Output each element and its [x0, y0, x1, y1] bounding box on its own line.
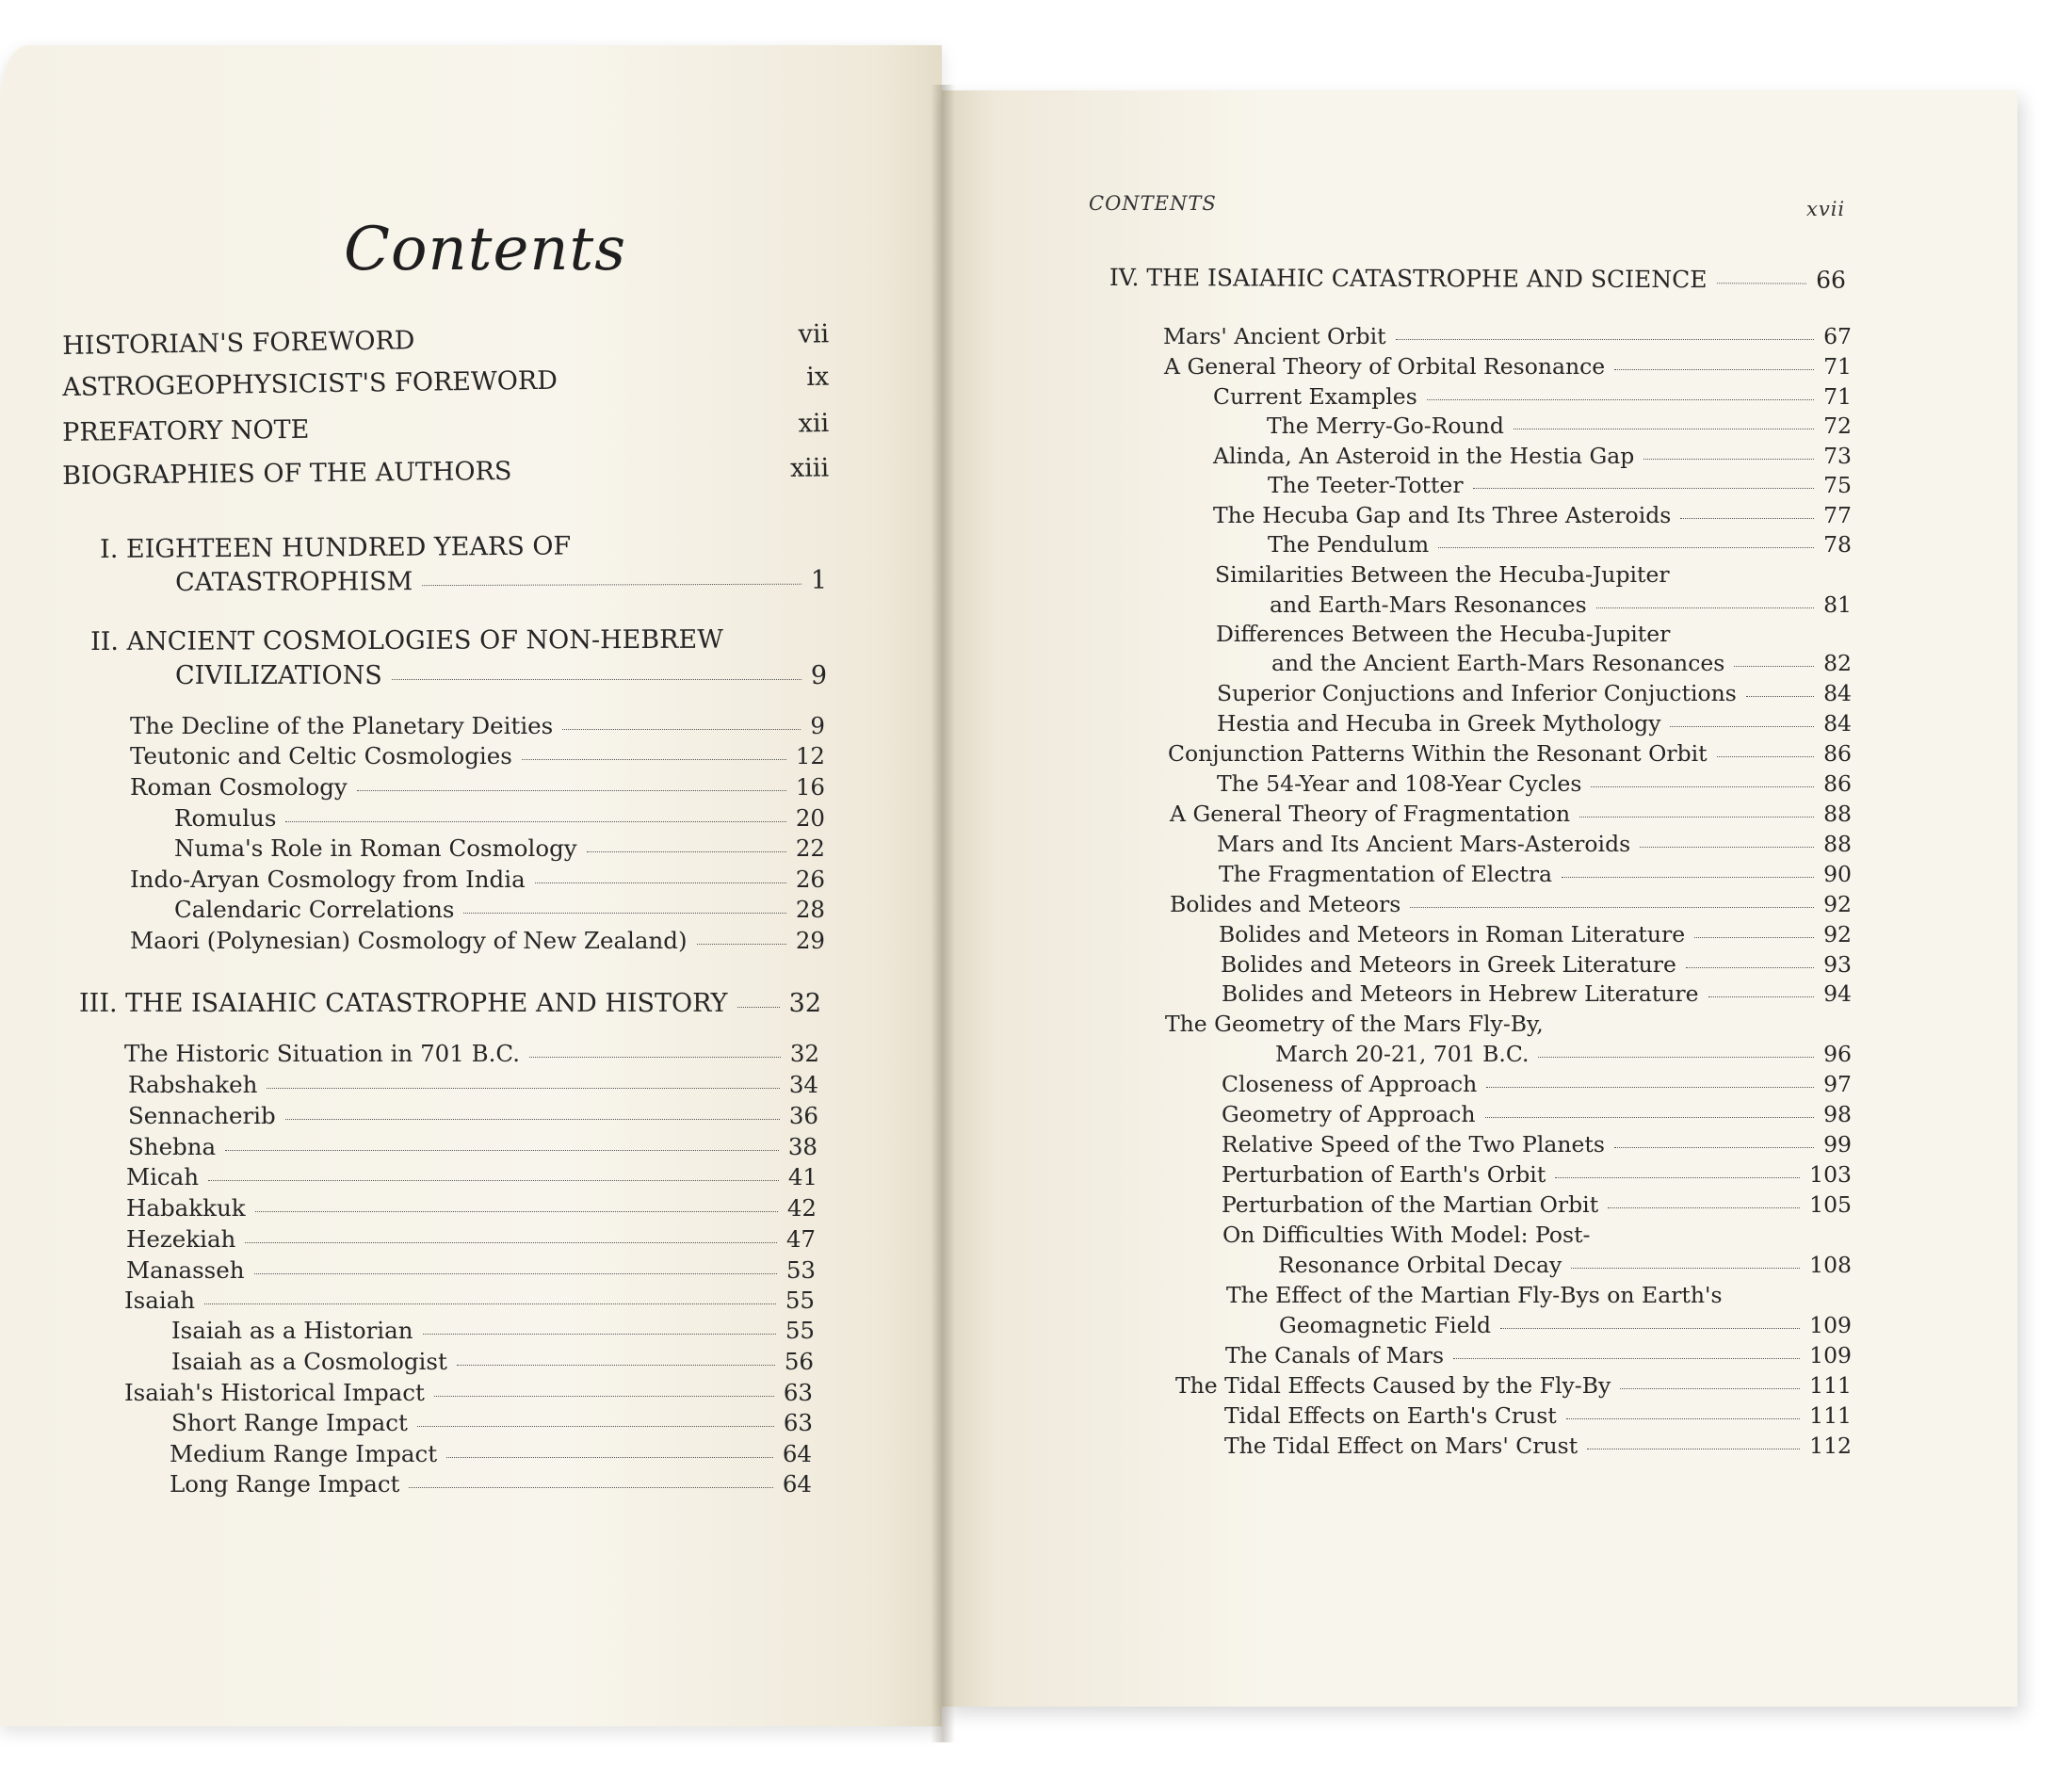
dot-leader	[1500, 1328, 1800, 1329]
page-number: 84	[1823, 710, 1852, 737]
entry-label: Hestia and Hecuba in Greek Mythology	[1217, 710, 1661, 737]
section-entry	[128, 1133, 817, 1160]
entry-label: Numa's Role in Roman Cosmology	[174, 834, 577, 862]
dot-leader	[1427, 399, 1814, 400]
entry-label: The Tidal Effects Caused by the Fly-By	[1175, 1372, 1611, 1399]
section-entry	[130, 866, 825, 893]
dot-leader	[285, 821, 785, 822]
section-entry	[1222, 1161, 1852, 1188]
chapter-heading: II. ANCIENT COSMOLOGIES OF NON-HEBREW	[90, 624, 723, 656]
entry-label: ASTROGEOPHYSICIST'S FOREWORD	[62, 365, 558, 402]
section-entry	[1224, 1433, 1852, 1459]
dot-leader	[522, 759, 786, 760]
dot-leader	[1596, 607, 1814, 608]
page-number: 103	[1809, 1161, 1852, 1188]
page-number: 64	[782, 1470, 812, 1498]
page-number: 38	[787, 1133, 817, 1160]
page-number: 1	[810, 565, 828, 595]
dot-leader	[1571, 1268, 1800, 1269]
page-number: 12	[795, 742, 825, 769]
dot-leader	[1396, 339, 1815, 340]
dot-leader	[254, 1273, 777, 1274]
entry-label: Closeness of Approach	[1222, 1071, 1478, 1097]
dot-leader	[423, 1334, 776, 1335]
page-number: vii	[798, 319, 830, 349]
dot-leader	[208, 1180, 779, 1181]
page-number: 71	[1823, 353, 1852, 380]
dot-leader	[1640, 847, 1814, 848]
entry-label: Mars' Ancient Orbit	[1163, 323, 1386, 349]
entry-label: Bolides and Meteors	[1170, 891, 1401, 917]
section-entry	[1222, 1191, 1852, 1218]
page-number: 78	[1823, 531, 1852, 558]
section-entry	[126, 1256, 816, 1284]
page-number: 93	[1823, 951, 1852, 978]
dot-leader	[1670, 726, 1814, 727]
section-entry	[1217, 680, 1852, 706]
entry-label: The Teeter-Totter	[1268, 472, 1464, 498]
section-entry	[1217, 770, 1852, 797]
section-entry	[1222, 1071, 1852, 1097]
dot-leader	[392, 679, 801, 680]
dot-leader	[1485, 1117, 1815, 1118]
chapter-entry	[1109, 264, 1846, 294]
entry-label: Teutonic and Celtic Cosmologies	[130, 742, 512, 769]
dot-leader	[1708, 996, 1815, 997]
page-number: 105	[1809, 1191, 1852, 1218]
page-number: 55	[785, 1317, 815, 1344]
entry-label: A General Theory of Fragmentation	[1170, 801, 1571, 827]
dot-leader	[1608, 1207, 1800, 1208]
entry-label: The Decline of the Planetary Deities	[130, 712, 554, 739]
entry-label: Sennacherib	[128, 1102, 276, 1129]
section-entry	[171, 1348, 814, 1375]
section-entry	[1224, 1402, 1852, 1429]
running-head: CONTENTS	[1089, 192, 1217, 215]
dot-leader	[1453, 1358, 1800, 1359]
page-number: 92	[1823, 891, 1852, 917]
dot-leader	[1555, 1177, 1800, 1178]
page-number: 86	[1823, 740, 1852, 767]
page-number: 81	[1823, 591, 1852, 618]
dot-leader	[1566, 1418, 1800, 1419]
section-entry	[174, 896, 825, 923]
section-entry	[1213, 383, 1852, 410]
entry-label: Hezekiah	[126, 1225, 236, 1253]
folio: xvii	[1806, 198, 1846, 220]
page-number: 71	[1823, 383, 1852, 410]
chapter-heading: I. EIGHTEEN HUNDRED YEARS OF	[100, 531, 572, 564]
page-number: 94	[1823, 980, 1852, 1007]
page-number: 90	[1823, 861, 1852, 887]
book-gutter	[931, 85, 955, 1742]
section-entry	[130, 773, 825, 801]
page-number: 55	[785, 1287, 815, 1314]
dot-leader	[737, 1007, 780, 1008]
dot-leader	[225, 1150, 779, 1151]
entry-label: Maori (Polynesian) Cosmology of New Zealand)	[130, 927, 688, 954]
entry-label: Long Range Impact	[170, 1470, 400, 1498]
entry-label: Bolides and Meteors in Roman Literature	[1219, 921, 1686, 947]
entry-label: BIOGRAPHIES OF THE AUTHORS	[62, 457, 512, 491]
section-entry	[130, 712, 825, 739]
section-entry-line1: On Difficulties With Model: Post-	[1222, 1222, 1591, 1248]
section-entry	[1170, 891, 1852, 917]
dot-leader	[285, 1119, 780, 1120]
page-number: 9	[810, 712, 825, 739]
dot-leader	[267, 1088, 779, 1089]
dot-leader	[697, 944, 786, 945]
page-number: 28	[795, 896, 825, 923]
page-number: 66	[1816, 266, 1846, 294]
page-number: 53	[785, 1256, 816, 1284]
section-entry	[1278, 1252, 1852, 1278]
entry-label: Manasseh	[126, 1256, 245, 1284]
page-number: 67	[1823, 323, 1852, 349]
entry-label: Alinda, An Asteroid in the Hestia Gap	[1213, 443, 1635, 469]
entry-label: Micah	[126, 1163, 200, 1190]
contents-title: Contents	[344, 215, 627, 284]
page-number: 73	[1823, 443, 1852, 469]
entry-label: The Historic Situation in 701 B.C.	[124, 1040, 521, 1067]
page-number: xii	[798, 409, 830, 439]
entry-label: The Canals of Mars	[1225, 1342, 1445, 1368]
dot-leader	[587, 851, 786, 852]
page-number: 32	[788, 989, 821, 1018]
page-number: 63	[783, 1379, 813, 1406]
page-number: 86	[1823, 770, 1852, 797]
entry-label: Conjunction Patterns Within the Resonant Orbit	[1168, 740, 1708, 767]
dot-leader	[1591, 786, 1814, 787]
section-entry	[124, 1379, 813, 1406]
section-entry	[1164, 353, 1852, 380]
dot-leader	[204, 1303, 776, 1304]
entry-label: Isaiah as a Cosmologist	[171, 1348, 447, 1375]
entry-label: The Fragmentation of Electra	[1219, 861, 1553, 887]
page-number: 75	[1823, 472, 1852, 498]
section-entry	[1217, 710, 1852, 737]
page-number: 56	[784, 1348, 814, 1375]
section-entry	[174, 804, 825, 832]
chapter-entry	[79, 989, 821, 1018]
section-entry	[1175, 1372, 1852, 1399]
dot-leader	[567, 381, 797, 384]
section-entry	[1268, 531, 1852, 558]
section-entry	[174, 834, 825, 862]
dot-leader	[1614, 1147, 1814, 1148]
page-number: 64	[782, 1440, 812, 1467]
entry-label: Current Examples	[1213, 383, 1417, 410]
section-entry	[128, 1071, 818, 1098]
dot-leader	[1614, 369, 1814, 370]
page-number: 34	[788, 1071, 818, 1098]
entry-label: Shebna	[128, 1133, 217, 1160]
dot-leader	[434, 1396, 774, 1397]
section-entry	[1213, 502, 1852, 528]
dot-leader	[1486, 1087, 1814, 1088]
page-number: ix	[806, 362, 830, 392]
page-number: 22	[795, 834, 825, 862]
page-number: 112	[1809, 1433, 1852, 1459]
entry-label: Short Range Impact	[171, 1409, 408, 1436]
section-entry	[170, 1470, 812, 1498]
dot-leader	[1562, 877, 1814, 878]
entry-label: Romulus	[174, 804, 277, 832]
section-entry	[128, 1102, 818, 1129]
page-number: 82	[1823, 650, 1852, 676]
page-number: 99	[1823, 1131, 1852, 1158]
dot-leader	[1473, 488, 1815, 489]
entry-label: The Merry-Go-Round	[1267, 413, 1504, 439]
page-number: 16	[795, 773, 825, 801]
entry-label: The Tidal Effect on Mars' Crust	[1224, 1433, 1578, 1459]
section-entry	[1275, 1041, 1852, 1067]
dot-leader	[357, 790, 786, 791]
page-number: 84	[1823, 680, 1852, 706]
section-entry	[126, 1225, 816, 1253]
page-number: 88	[1823, 801, 1852, 827]
section-entry	[124, 1287, 815, 1314]
entry-label: Calendaric Correlations	[174, 896, 455, 923]
section-entry	[1270, 591, 1852, 618]
chapter-entry	[175, 566, 827, 597]
section-entry	[1163, 323, 1852, 349]
page-number: 32	[789, 1040, 819, 1067]
section-entry	[1219, 861, 1852, 887]
dot-leader	[1410, 907, 1814, 908]
dot-leader	[1694, 937, 1814, 938]
entry-label: Bolides and Meteors in Hebrew Literature	[1222, 980, 1699, 1007]
page-number: 47	[785, 1225, 816, 1253]
section-entry	[1217, 831, 1852, 857]
section-entry	[171, 1317, 815, 1344]
page-number: 97	[1823, 1071, 1852, 1097]
page-number: 77	[1823, 502, 1852, 528]
entry-label: The 54-Year and 108-Year Cycles	[1217, 770, 1582, 797]
entry-label: The Pendulum	[1268, 531, 1430, 558]
entry-label: CATASTROPHISM	[175, 567, 413, 597]
section-entry	[124, 1040, 819, 1067]
section-entry	[1170, 801, 1852, 827]
page-number: 63	[783, 1409, 813, 1436]
entry-label: Geometry of Approach	[1222, 1101, 1476, 1127]
section-entry	[1168, 740, 1852, 767]
dot-leader	[1680, 518, 1814, 519]
section-entry	[171, 1409, 813, 1436]
section-entry-line1: The Effect of the Martian Fly-Bys on Earth's	[1226, 1282, 1723, 1308]
entry-label: Roman Cosmology	[130, 773, 348, 801]
page-number: 36	[788, 1102, 818, 1129]
dot-leader	[422, 584, 801, 586]
entry-label: Habakkuk	[126, 1194, 246, 1222]
page-number: 92	[1823, 921, 1852, 947]
dot-leader	[318, 429, 788, 434]
dot-leader	[1579, 817, 1814, 818]
entry-label: Relative Speed of the Two Planets	[1222, 1131, 1605, 1158]
dot-leader	[1438, 547, 1814, 548]
page-number: 41	[787, 1163, 817, 1190]
dot-leader	[562, 729, 801, 730]
page-number: 109	[1809, 1342, 1852, 1368]
entry-label: PREFATORY NOTE	[62, 414, 310, 447]
dot-leader	[529, 1057, 781, 1058]
dot-leader	[535, 882, 786, 883]
entry-label: Perturbation of Earth's Orbit	[1222, 1161, 1546, 1188]
page-number: 109	[1809, 1312, 1852, 1338]
section-entry	[1267, 413, 1852, 439]
entry-label: HISTORIAN'S FOREWORD	[62, 326, 415, 361]
section-entry	[1222, 1131, 1852, 1158]
page-number: 72	[1823, 413, 1852, 439]
section-entry	[130, 742, 825, 769]
dot-leader	[1746, 696, 1814, 697]
page-number: 42	[786, 1194, 817, 1222]
dot-leader	[1734, 666, 1814, 667]
dot-leader	[463, 913, 785, 914]
entry-label: Isaiah's Historical Impact	[124, 1379, 425, 1406]
dot-leader	[1717, 756, 1815, 757]
entry-label: Geomagnetic Field	[1279, 1312, 1492, 1338]
entry-label: A General Theory of Orbital Resonance	[1164, 353, 1606, 380]
dot-leader	[446, 1457, 773, 1458]
entry-label: Superior Conjuctions and Inferior Conjuctions	[1217, 680, 1737, 706]
section-entry	[1213, 443, 1852, 469]
section-entry	[1222, 1101, 1852, 1127]
page-number: 96	[1823, 1041, 1852, 1067]
entry-label: Rabshakeh	[128, 1071, 258, 1098]
dot-leader	[457, 1365, 775, 1366]
section-entry	[126, 1163, 817, 1190]
entry-label: Mars and Its Ancient Mars-Asteroids	[1217, 831, 1631, 857]
dot-leader	[1686, 967, 1814, 968]
dot-leader	[425, 339, 789, 345]
entry-label: and the Ancient Earth-Mars Resonances	[1271, 650, 1725, 676]
dot-leader	[417, 1426, 774, 1427]
entry-label: Isaiah	[124, 1287, 196, 1314]
section-entry	[1271, 650, 1852, 676]
chapter-entry	[175, 661, 827, 690]
page-number: 98	[1823, 1101, 1852, 1127]
entry-label: III. THE ISAIAHIC CATASTROPHE AND HISTORY	[79, 989, 728, 1018]
section-entry	[170, 1440, 812, 1467]
dot-leader	[409, 1487, 772, 1488]
entry-label: March 20-21, 701 B.C.	[1275, 1041, 1530, 1067]
section-entry	[1219, 921, 1852, 947]
page-number: xiii	[789, 453, 830, 483]
page-number: 20	[795, 804, 825, 832]
section-entry	[1221, 951, 1852, 978]
page-number: 108	[1809, 1252, 1852, 1278]
section-entry	[1222, 980, 1852, 1007]
dot-leader	[1620, 1388, 1800, 1389]
page-number: 88	[1823, 831, 1852, 857]
section-entry	[126, 1194, 817, 1222]
dot-leader	[521, 473, 781, 476]
dot-leader	[255, 1211, 778, 1212]
section-entry-line1: Similarities Between the Hecuba-Jupiter	[1215, 561, 1670, 588]
entry-label: Bolides and Meteors in Greek Literature	[1221, 951, 1676, 978]
entry-label: Tidal Effects on Earth's Crust	[1224, 1402, 1557, 1429]
entry-label: Indo-Aryan Cosmology from India	[130, 866, 526, 893]
section-entry	[1279, 1312, 1852, 1338]
page-number: 26	[795, 866, 825, 893]
section-entry	[1268, 472, 1852, 498]
entry-label: CIVILIZATIONS	[175, 661, 382, 690]
entry-label: The Hecuba Gap and Its Three Asteroids	[1213, 502, 1672, 528]
section-entry	[130, 927, 825, 954]
entry-label: Medium Range Impact	[170, 1440, 438, 1467]
section-entry-line1: Differences Between the Hecuba-Jupiter	[1216, 621, 1671, 647]
entry-label: Perturbation of the Martian Orbit	[1222, 1191, 1599, 1218]
page-number: 29	[795, 927, 825, 954]
entry-label: Isaiah as a Historian	[171, 1317, 413, 1344]
dot-leader	[1538, 1057, 1814, 1058]
dot-leader	[1643, 459, 1814, 460]
section-entry-line1: The Geometry of the Mars Fly-By,	[1165, 1011, 1544, 1037]
entry-label: IV. THE ISAIAHIC CATASTROPHE AND SCIENCE	[1109, 264, 1708, 294]
section-entry	[1225, 1342, 1852, 1368]
page-number: 111	[1809, 1372, 1852, 1399]
entry-label: and Earth-Mars Resonances	[1270, 591, 1587, 618]
dot-leader	[245, 1242, 776, 1243]
entry-label: Resonance Orbital Decay	[1278, 1252, 1562, 1278]
page-number: 111	[1809, 1402, 1852, 1429]
page-number: 9	[810, 661, 827, 690]
